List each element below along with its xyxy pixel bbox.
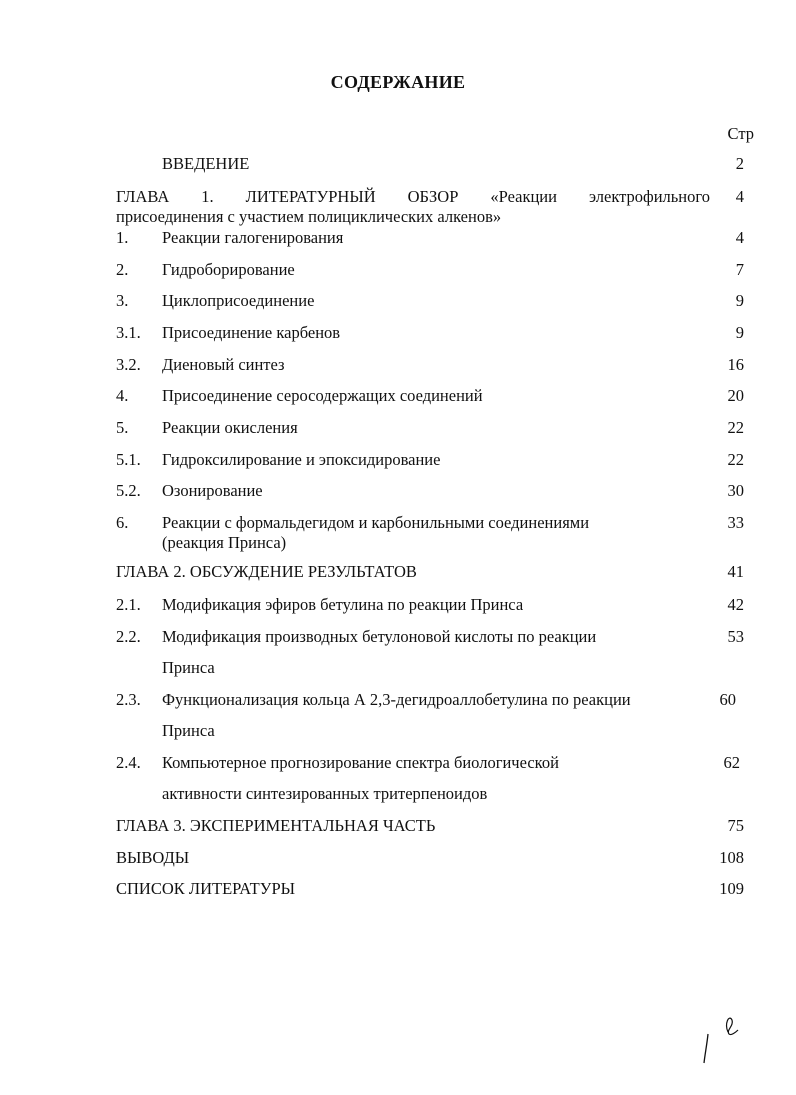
entry-text: Озонирование (162, 481, 263, 500)
entry-text-line1: Компьютерное прогнозирование спектра биологической (162, 753, 559, 772)
entry-text: Реакции галогенирования (162, 228, 344, 247)
entry-page: 53 (727, 627, 744, 646)
entry-page: 20 (727, 386, 744, 405)
entry-number: 2.4. (116, 753, 141, 772)
entry-text: ВВЕДЕНИЕ (162, 154, 250, 173)
page-title: СОДЕРЖАНИЕ (330, 72, 466, 92)
entry-text: ГЛАВА 3. ЭКСПЕРИМЕНТАЛЬНАЯ ЧАСТЬ (116, 816, 436, 835)
entry-number: 5. (116, 418, 129, 437)
entry-text (162, 513, 702, 553)
entry-text-line2: Принса (162, 721, 215, 740)
entry-page: 7 (735, 260, 744, 279)
entry-text-line1: ГЛАВА 1. ЛИТЕРАТУРНЫЙ ОБЗОР «Реакции электрофильного (116, 187, 710, 206)
entry-page: 41 (727, 562, 744, 581)
entry-number: 2.2. (116, 627, 141, 646)
entry-text-line2: активности синтезированных тритерпеноидов (162, 784, 488, 803)
entry-text: СПИСОК ЛИТЕРАТУРЫ (116, 879, 296, 898)
entry-text: Присоединение карбенов (162, 323, 341, 342)
entry-page: 109 (719, 879, 744, 898)
entry-text: Реакции окисления (162, 418, 298, 437)
entry-text-line2: (реакция Принса) (162, 533, 287, 552)
entry-text (116, 187, 710, 227)
entry-text-line1: Модификация производных бетулоновой кислоты по реакции (162, 627, 597, 646)
entry-number: 5.1. (116, 450, 141, 469)
entry-text-line1: Функционализация кольца А 2,3-дегидроаллобетулина по реакции (162, 690, 631, 709)
entry-page: 75 (727, 816, 744, 835)
entry-text-line2: присоединения с участием полициклических алкенов» (116, 207, 502, 226)
entry-page: 33 (727, 513, 744, 532)
entry-text: ГЛАВА 2. ОБСУЖДЕНИЕ РЕЗУЛЬТАТОВ (116, 562, 417, 581)
entry-page: 22 (727, 418, 744, 437)
entry-text: Циклоприсоединение (162, 291, 315, 310)
entry-page: 2 (735, 154, 744, 173)
entry-page: 9 (735, 323, 744, 342)
entry-text: Гидроксилирование и эпоксидирование (162, 450, 441, 469)
entry-number: 2. (116, 260, 129, 279)
entry-text-line1: Реакции с формальдегидом и карбонильными соединениями (162, 513, 590, 532)
entry-number: 3. (116, 291, 129, 310)
entry-text: Гидроборирование (162, 260, 295, 279)
entry-page: 30 (727, 481, 744, 500)
entry-page: 108 (719, 848, 744, 867)
entry-number: 3.1. (116, 323, 141, 342)
entry-page: 16 (727, 355, 744, 374)
entry-text: Модификация эфиров бетулина по реакции Принса (162, 595, 524, 614)
entry-page: 4 (735, 228, 744, 247)
entry-number: 3.2. (116, 355, 141, 374)
entry-text: ВЫВОДЫ (116, 848, 190, 867)
entry-number: 2.3. (116, 690, 141, 709)
entry-number: 2.1. (116, 595, 141, 614)
entry-number: 5.2. (116, 481, 141, 500)
entry-page: 22 (727, 450, 744, 469)
entry-number: 6. (116, 513, 129, 532)
handwritten-mark (698, 1010, 748, 1065)
entry-page: 62 (723, 753, 740, 772)
entry-text: Присоединение серосодержащих соединений (162, 386, 483, 405)
page-column-header: Стр (727, 124, 754, 143)
entry-number: 4. (116, 386, 129, 405)
entry-text: Диеновый синтез (162, 355, 285, 374)
entry-page: 42 (727, 595, 744, 614)
entry-number: 1. (116, 228, 129, 247)
entry-text-line2: Принса (162, 658, 215, 677)
entry-page: 4 (735, 187, 744, 206)
entry-page: 60 (719, 690, 736, 709)
entry-page: 9 (735, 291, 744, 310)
